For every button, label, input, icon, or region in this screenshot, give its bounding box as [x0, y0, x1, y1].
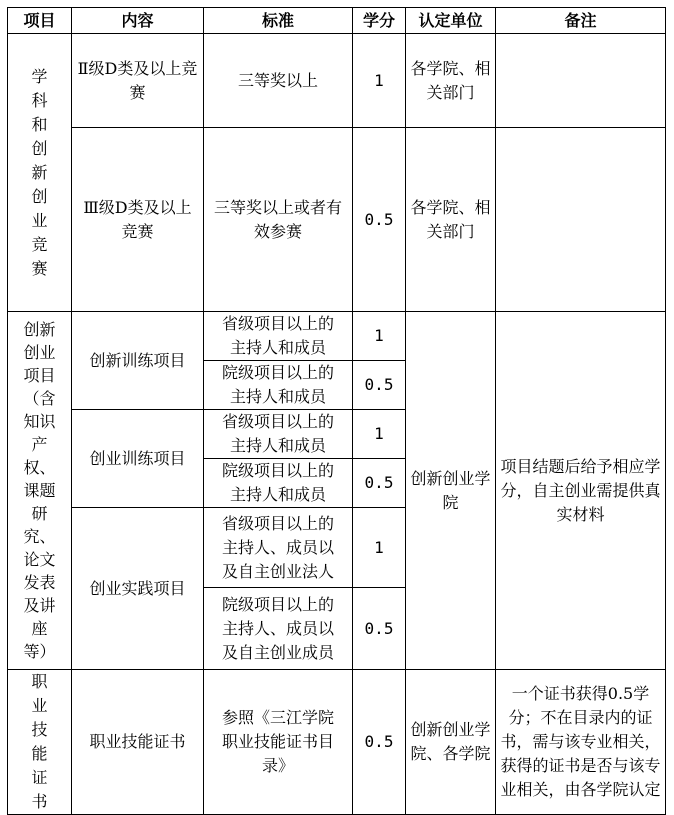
header-remark: 备注: [496, 8, 666, 34]
table-row: [8, 670, 666, 815]
header-content: 内容: [72, 8, 204, 34]
project-label: 职业技能证书: [31, 672, 48, 811]
unit-cell: 创新创业学院、各学院: [406, 670, 496, 815]
project-label: 学科和创新创业竞赛: [31, 66, 48, 278]
standard-cell: 省级项目以上的主持人、成员以及自主创业法人: [204, 508, 353, 588]
remark-cell: [496, 34, 666, 128]
standard-cell: 院级项目以上的主持人和成员: [204, 459, 353, 508]
content-cell: 创业实践项目: [72, 508, 204, 670]
credit-cell: 1: [353, 312, 406, 361]
project-cell-vocational: [8, 670, 72, 815]
standard-cell: 三等奖以上或者有效参赛: [204, 128, 353, 312]
header-project: 项目: [8, 8, 72, 34]
content-cell: Ⅲ级D类及以上竞赛: [72, 128, 204, 312]
content-cell: 创业训练项目: [72, 410, 204, 508]
standard-cell: 省级项目以上的主持人和成员: [204, 312, 353, 361]
header-standard: 标准: [204, 8, 353, 34]
standard-cell: 三等奖以上: [204, 34, 353, 128]
project-cell-competition: [8, 34, 72, 312]
unit-cell: 各学院、相关部门: [406, 34, 496, 128]
content-cell: Ⅱ级D类及以上竞赛: [72, 34, 204, 128]
standard-cell: 参照《三江学院职业技能证书目录》: [204, 670, 353, 815]
unit-cell: 各学院、相关部门: [406, 128, 496, 312]
credit-cell: 1: [353, 410, 406, 459]
credit-cell: 0.5: [353, 459, 406, 508]
content-cell: 创新训练项目: [72, 312, 204, 410]
project-cell-innovation: [8, 312, 72, 670]
table-row: [8, 312, 666, 361]
credit-cell: 0.5: [353, 128, 406, 312]
standard-cell: 院级项目以上的主持人和成员: [204, 361, 353, 410]
project-label: 创新创业项目（含知识产权、课题研究、论文发表及讲座等）: [23, 319, 56, 661]
standard-cell: 省级项目以上的主持人和成员: [204, 410, 353, 459]
unit-cell: 创新创业学院: [406, 312, 496, 670]
credit-cell: 1: [353, 508, 406, 588]
remark-cell: 一个证书获得0.5学分；不在目录内的证书，需与该专业相关，获得的证书是否与该专业相关，由各学院认定: [496, 670, 666, 815]
remark-cell: [496, 128, 666, 312]
standard-cell: 院级项目以上的主持人、成员以及自主创业成员: [204, 588, 353, 670]
header-unit: 认定单位: [406, 8, 496, 34]
credit-cell: 1: [353, 34, 406, 128]
table-row: [8, 128, 666, 312]
header-credit: 学分: [353, 8, 406, 34]
table-row: [8, 34, 666, 128]
content-cell: 职业技能证书: [72, 670, 204, 815]
credit-table: [7, 7, 666, 815]
remark-cell: 项目结题后给予相应学分，自主创业需提供真实材料: [496, 312, 666, 670]
credit-cell: 0.5: [353, 588, 406, 670]
credit-cell: 0.5: [353, 361, 406, 410]
credit-cell: 0.5: [353, 670, 406, 815]
